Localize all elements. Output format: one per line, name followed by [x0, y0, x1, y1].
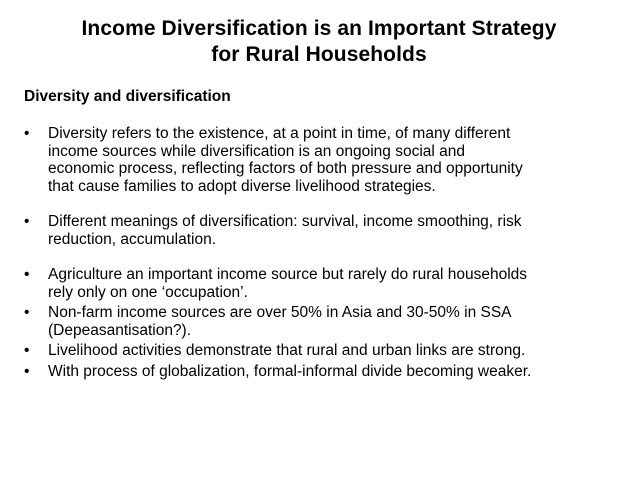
bullet-icon: • — [24, 213, 30, 230]
bullet-text-line: (Depeasantisation?). — [48, 321, 192, 339]
bullet-text-line: Non-farm income sources are over 50% in Asia and 30-50% in SSA — [48, 304, 512, 321]
bullet-item — [24, 363, 624, 381]
bullet-text-line: With process of globalization, formal-informal divide becoming weaker. — [48, 362, 532, 380]
bullet-text-line: Livelihood activities demonstrate that rural and urban links are strong. — [48, 342, 526, 359]
bullet-item — [24, 304, 624, 339]
bullet-text-line: Different meanings of diversification: survival, income smoothing, risk — [48, 213, 522, 230]
bullet-item — [24, 342, 624, 360]
bullet-text-line: Diversity refers to the existence, at a point in time, of many different — [48, 125, 511, 142]
bullet-list — [24, 125, 624, 380]
section-heading: Diversity and diversification — [24, 88, 231, 105]
bullet-item — [24, 213, 624, 248]
slide-title — [20, 16, 618, 68]
bullet-text-line: economic process, reflecting factors of both pressure and opportunity — [48, 160, 523, 177]
bullet-text-line: rely only on one ‘occupation’. — [48, 283, 248, 301]
slide-title-line: for Rural Households — [211, 43, 427, 66]
bullet-icon: • — [24, 342, 30, 359]
bullet-icon: • — [24, 266, 30, 283]
bullet-text-line: income sources while diversification is an ongoing social and — [48, 142, 466, 160]
bullet-icon: • — [24, 125, 30, 142]
bullet-text-line: that cause families to adopt diverse livelihood strategies. — [48, 177, 436, 195]
bullet-icon: • — [24, 304, 30, 321]
bullet-text-line: Agriculture an important income source but rarely do rural households — [48, 266, 528, 283]
bullet-item — [24, 125, 624, 195]
bullet-text-line: reduction, accumulation. — [48, 230, 217, 248]
bullet-item — [24, 266, 624, 301]
bullet-icon: • — [24, 362, 30, 380]
slide-title-line: Income Diversification is an Important Strategy — [81, 17, 557, 40]
